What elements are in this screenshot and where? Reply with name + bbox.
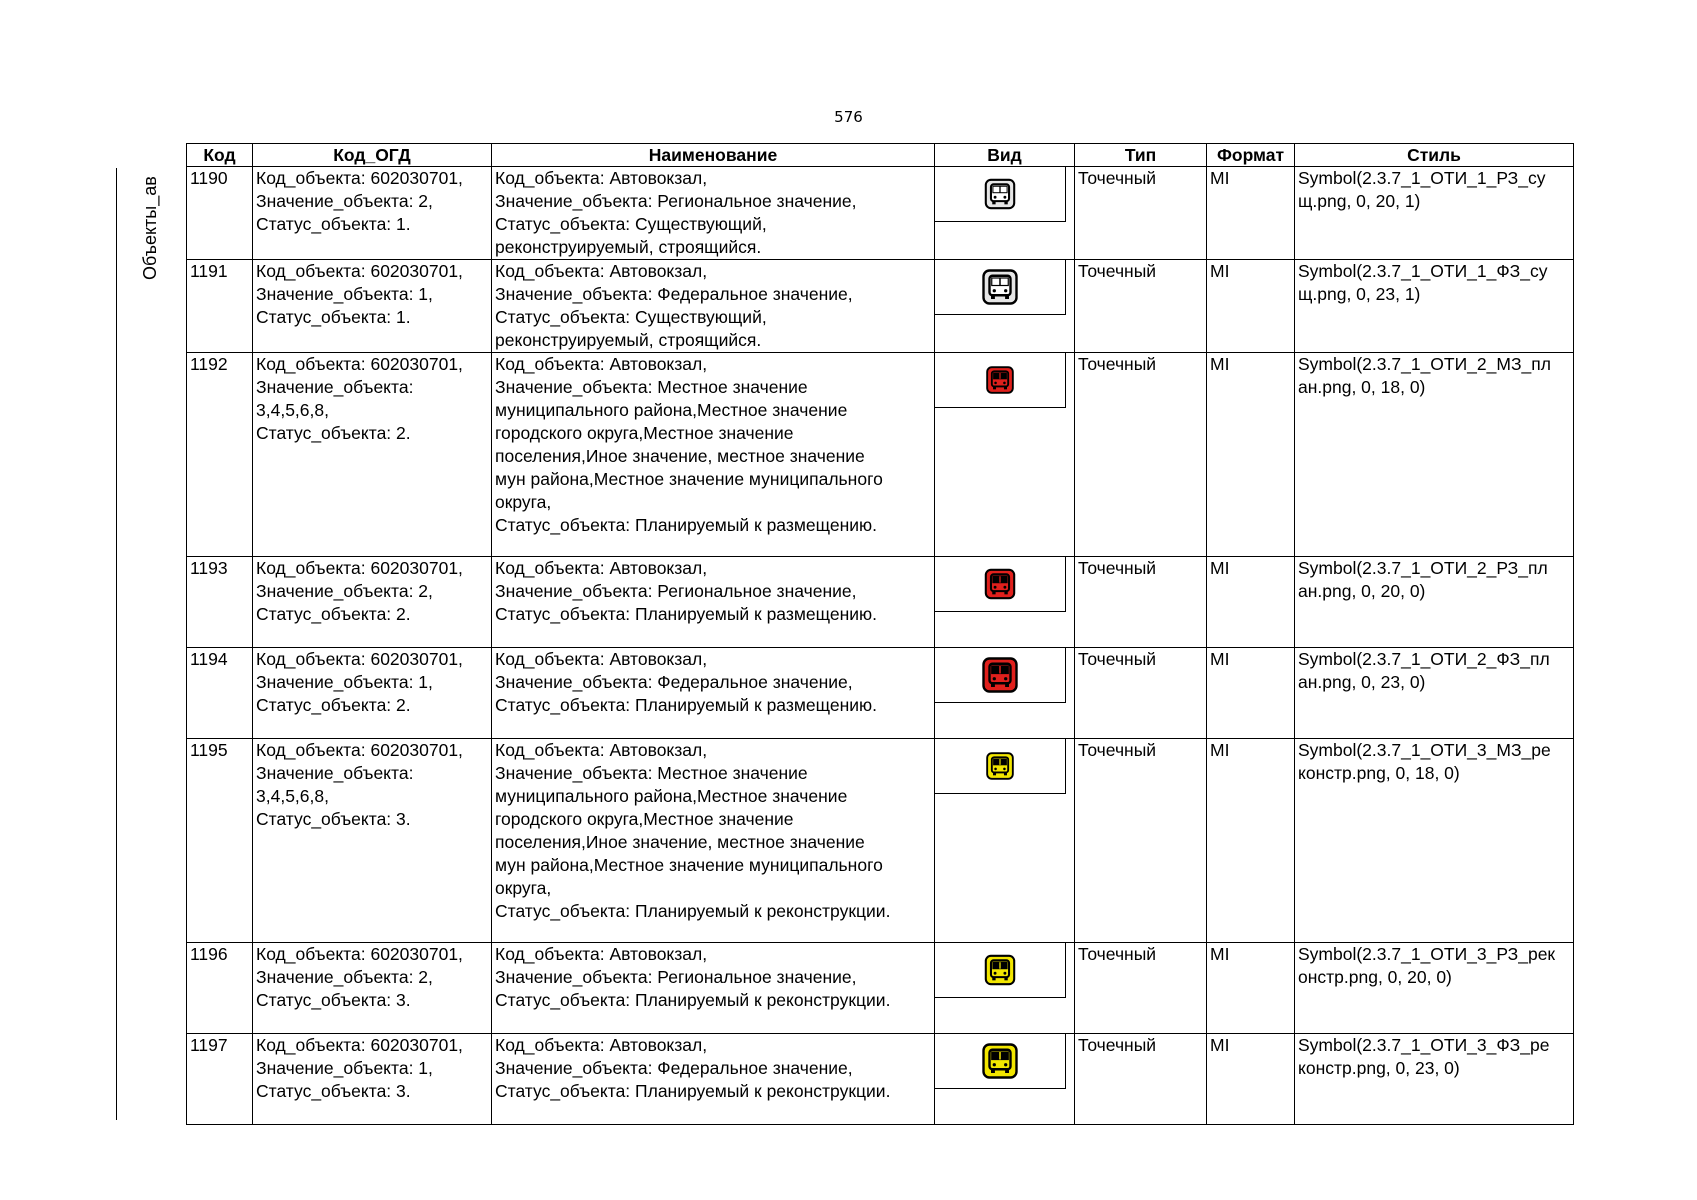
symbol-preview-box: [935, 166, 1066, 222]
cell-code: 1193: [187, 557, 253, 648]
header-type: Тип: [1075, 144, 1207, 167]
symbol-preview-box: [935, 1033, 1066, 1089]
cell-format: MI: [1207, 260, 1295, 353]
cell-type: Точечный: [1075, 739, 1207, 943]
table-row: [187, 1034, 1574, 1125]
bus-icon-planned: [982, 657, 1018, 693]
cell-view: [935, 648, 1075, 739]
cell-name: Код_объекта: Автовокзал, Значение_объекта: Региональное значение, Статус_объекта: Существующий, реконструируемый, строящийся.: [492, 167, 935, 260]
cell-type: Точечный: [1075, 353, 1207, 557]
cell-ogd: Код_объекта: 602030701, Значение_объекта: 2, Статус_объекта: 1.: [253, 167, 492, 260]
symbol-preview-divider: [935, 314, 1065, 315]
cell-ogd: Код_объекта: 602030701, Значение_объекта: 1, Статус_объекта: 3.: [253, 1034, 492, 1125]
cell-ogd: Код_объекта: 602030701, Значение_объекта: 1, Статус_объекта: 1.: [253, 260, 492, 353]
table-row: [187, 260, 1574, 353]
bus-icon-existing: [985, 179, 1016, 210]
header-style: Стиль: [1295, 144, 1574, 167]
cell-style: Symbol(2.3.7_1_ОТИ_1_ФЗ_су щ.png, 0, 23, 1): [1295, 260, 1574, 353]
cell-code: 1191: [187, 260, 253, 353]
cell-type: Точечный: [1075, 260, 1207, 353]
cell-style: Symbol(2.3.7_1_ОТИ_2_РЗ_пл ан.png, 0, 20, 0): [1295, 557, 1574, 648]
cell-ogd: Код_объекта: 602030701, Значение_объекта: 3,4,5,6,8, Статус_объекта: 3.: [253, 739, 492, 943]
symbol-preview-box: [935, 942, 1066, 998]
table-row: [187, 167, 1574, 260]
bus-icon-planned: [985, 569, 1016, 600]
header-ogd: Код_ОГД: [253, 144, 492, 167]
symbol-preview-box: [935, 352, 1066, 408]
side-label: Объекты_ав: [140, 176, 160, 280]
cell-name: Код_объекта: Автовокзал, Значение_объекта: Региональное значение, Статус_объекта: Планируемый к размещению.: [492, 557, 935, 648]
cell-view: [935, 1034, 1075, 1125]
table-row: [187, 353, 1574, 557]
cell-name: Код_объекта: Автовокзал, Значение_объекта: Федеральное значение, Статус_объекта: Существующий, реконструируемый, строящийся.: [492, 260, 935, 353]
cell-ogd: Код_объекта: 602030701, Значение_объекта: 1, Статус_объекта: 2.: [253, 648, 492, 739]
cell-type: Точечный: [1075, 167, 1207, 260]
cell-code: 1195: [187, 739, 253, 943]
cell-format: MI: [1207, 739, 1295, 943]
symbol-preview-box: [935, 259, 1066, 315]
cell-name: Код_объекта: Автовокзал, Значение_объекта: Федеральное значение, Статус_объекта: Планируемый к размещению.: [492, 648, 935, 739]
cell-view: [935, 353, 1075, 557]
bus-icon-existing: [982, 269, 1018, 305]
cell-type: Точечный: [1075, 557, 1207, 648]
cell-format: MI: [1207, 943, 1295, 1034]
cell-ogd: Код_объекта: 602030701, Значение_объекта: 3,4,5,6,8, Статус_объекта: 2.: [253, 353, 492, 557]
table-row: [187, 557, 1574, 648]
symbol-preview-divider: [935, 997, 1065, 998]
cell-ogd: Код_объекта: 602030701, Значение_объекта: 2, Статус_объекта: 3.: [253, 943, 492, 1034]
cell-style: Symbol(2.3.7_1_ОТИ_2_ФЗ_пл ан.png, 0, 23, 0): [1295, 648, 1574, 739]
cell-view: [935, 943, 1075, 1034]
cell-style: Symbol(2.3.7_1_ОТИ_3_РЗ_рек онстр.png, 0, 20, 0): [1295, 943, 1574, 1034]
cell-name: Код_объекта: Автовокзал, Значение_объекта: Местное значение муниципального района,Местное значение городского округа,Местное значение поселения,Иное значение, местное значение мун района,Местное значение муниципального округа, Статус_объекта: Планируемый к реконструкции.: [492, 739, 935, 943]
cell-name: Код_объекта: Автовокзал, Значение_объекта: Региональное значение, Статус_объекта: Планируемый к реконструкции.: [492, 943, 935, 1034]
cell-style: Symbol(2.3.7_1_ОТИ_1_РЗ_су щ.png, 0, 20, 1): [1295, 167, 1574, 260]
header-name: Наименование: [492, 144, 935, 167]
cell-type: Точечный: [1075, 943, 1207, 1034]
symbol-preview-divider: [935, 407, 1065, 408]
symbol-preview-box: [935, 556, 1066, 612]
side-rule: [116, 168, 117, 1120]
cell-ogd: Код_объекта: 602030701, Значение_объекта: 2, Статус_объекта: 2.: [253, 557, 492, 648]
cell-view: [935, 167, 1075, 260]
header-view: Вид: [935, 144, 1075, 167]
objects-table: [186, 143, 1574, 1125]
page-number: 576: [834, 108, 863, 126]
header-format: Формат: [1207, 144, 1295, 167]
cell-code: 1196: [187, 943, 253, 1034]
cell-view: [935, 557, 1075, 648]
cell-code: 1194: [187, 648, 253, 739]
table-row: [187, 739, 1574, 943]
cell-type: Точечный: [1075, 1034, 1207, 1125]
cell-view: [935, 260, 1075, 353]
cell-format: MI: [1207, 1034, 1295, 1125]
cell-format: MI: [1207, 353, 1295, 557]
symbol-preview-divider: [935, 1088, 1065, 1089]
table-row: [187, 943, 1574, 1034]
cell-code: 1190: [187, 167, 253, 260]
symbol-preview-divider: [935, 793, 1065, 794]
cell-code: 1197: [187, 1034, 253, 1125]
bus-icon-planned: [986, 366, 1014, 394]
cell-view: [935, 739, 1075, 943]
cell-code: 1192: [187, 353, 253, 557]
bus-icon-reconstruction: [985, 955, 1016, 986]
bus-icon-reconstruction: [982, 1043, 1018, 1079]
symbol-preview-divider: [935, 702, 1065, 703]
cell-format: MI: [1207, 648, 1295, 739]
cell-style: Symbol(2.3.7_1_ОТИ_3_МЗ_ре констр.png, 0, 18, 0): [1295, 739, 1574, 943]
cell-style: Symbol(2.3.7_1_ОТИ_2_МЗ_пл ан.png, 0, 18, 0): [1295, 353, 1574, 557]
cell-format: MI: [1207, 557, 1295, 648]
cell-name: Код_объекта: Автовокзал, Значение_объекта: Федеральное значение, Статус_объекта: Планируемый к реконструкции.: [492, 1034, 935, 1125]
cell-name: Код_объекта: Автовокзал, Значение_объекта: Местное значение муниципального района,Местное значение городского округа,Местное значение поселения,Иное значение, местное значение мун района,Местное значение муниципального округа, Статус_объекта: Планируемый к размещению.: [492, 353, 935, 557]
table-row: [187, 648, 1574, 739]
cell-type: Точечный: [1075, 648, 1207, 739]
symbol-preview-divider: [935, 611, 1065, 612]
header-code: Код: [187, 144, 253, 167]
symbol-preview-box: [935, 647, 1066, 703]
symbol-preview-divider: [935, 221, 1065, 222]
cell-format: MI: [1207, 167, 1295, 260]
bus-icon-reconstruction: [986, 752, 1014, 780]
cell-style: Symbol(2.3.7_1_ОТИ_3_ФЗ_ре констр.png, 0, 23, 0): [1295, 1034, 1574, 1125]
symbol-preview-box: [935, 738, 1066, 794]
table-header-row: [187, 144, 1574, 167]
